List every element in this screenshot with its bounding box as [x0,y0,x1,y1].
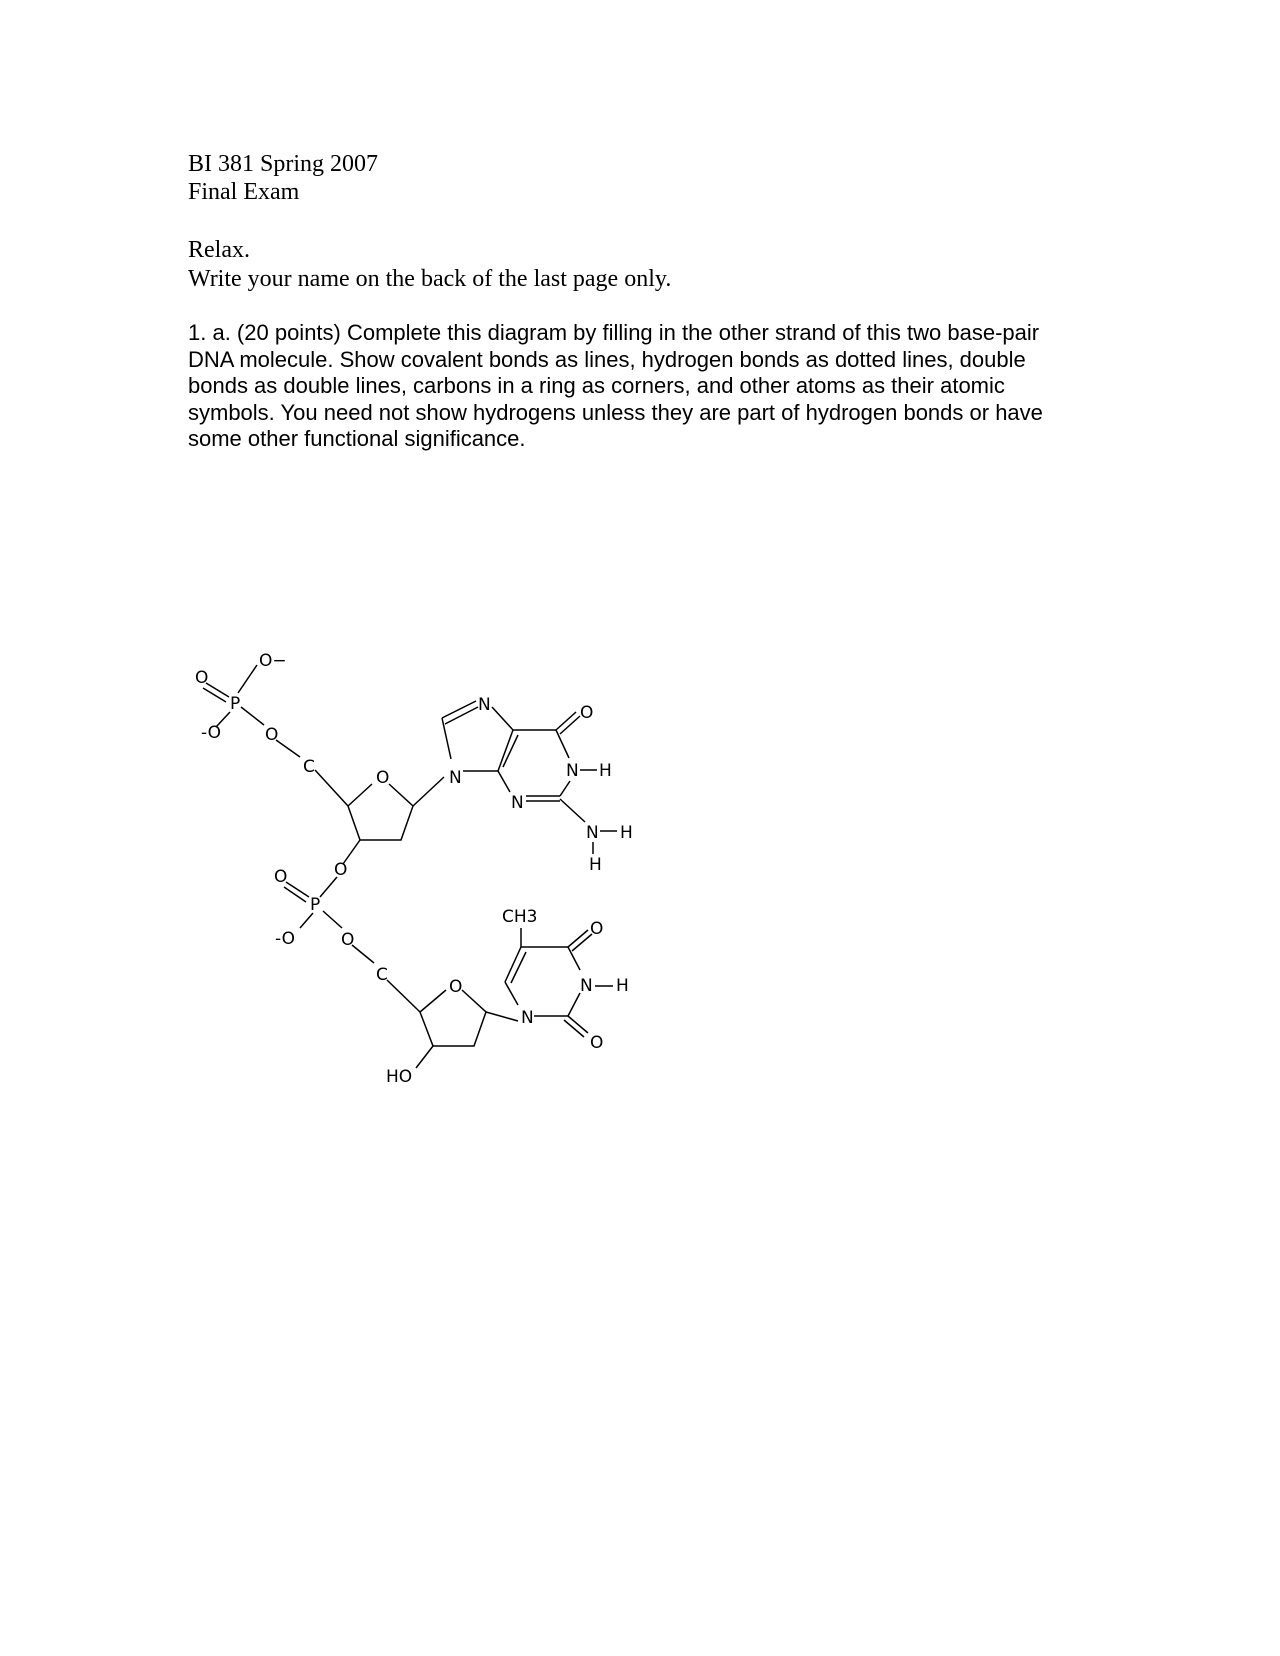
bridge-oxygen: O [334,860,348,880]
guanine-amino-h-down: H [589,855,602,875]
guanine-n1: N [566,761,579,781]
course-title: BI 381 Spring 2007 [188,151,379,177]
question-1-line-3: bonds as double lines, carbons in a ring as corners, and other atoms as their atomic [188,373,1005,398]
top-ring-oxygen: O [376,768,390,788]
top-5prime-carbon: C [303,757,315,777]
bottom-ring-oxygen: O [449,977,463,997]
guanine-n9: N [449,768,462,788]
top-deoxyribose-ring [315,768,444,864]
thymine-methyl: CH3 [502,907,538,927]
top-phosphate-o-minus-left: -O [201,723,221,743]
top-phosphate-group [195,651,315,777]
middle-phosphate-o-double: O [274,867,288,887]
guanine-n7: N [478,695,491,715]
guanine-o6: O [580,703,594,723]
guanine-amino-h-right: H [620,823,633,843]
question-1-line-4: symbols. You need not show hydrogens unless they are part of hydrogen bonds or have [188,399,1043,425]
exam-title: Final Exam [188,179,300,205]
question-1-line-5: some other functional significance. [188,426,526,451]
top-phosphate-o-minus: O− [259,651,287,671]
guanine-amino-n: N [586,823,599,843]
thymine-n3: N [580,976,593,996]
bottom-deoxyribose-ring [386,977,518,1087]
top-phosphate-o-double: O [195,668,209,688]
middle-ester-oxygen: O [341,930,355,950]
guanine-n1-hydrogen: H [599,761,612,781]
thymine-o4: O [590,919,604,939]
dna-strand-diagram [180,640,660,1100]
middle-phosphate-p: P [310,895,321,915]
three-prime-hydroxyl: HO [386,1067,413,1087]
top-ester-oxygen: O [265,725,279,745]
top-phosphate-p: P [230,694,241,714]
question-1-line-1: 1. a. (20 points) Complete this diagram by filling in the other strand of this two base-pair [188,320,1040,345]
thymine-base [502,907,629,1053]
thymine-n1: N [521,1008,534,1028]
middle-phosphate-o-minus-left: -O [275,929,295,949]
bottom-5prime-carbon: C [376,965,388,985]
thymine-n3-hydrogen: H [616,976,629,996]
thymine-o2: O [590,1033,604,1053]
guanine-base [442,695,633,875]
intro-relax: Relax. [188,237,250,263]
intro-instructions: Write your name on the back of the last page only. [188,266,672,292]
guanine-n3: N [511,793,524,813]
question-1-line-2: DNA molecule. Show covalent bonds as lines, hydrogen bonds as dotted lines, double [188,346,1026,372]
middle-phosphate-group [274,860,388,985]
